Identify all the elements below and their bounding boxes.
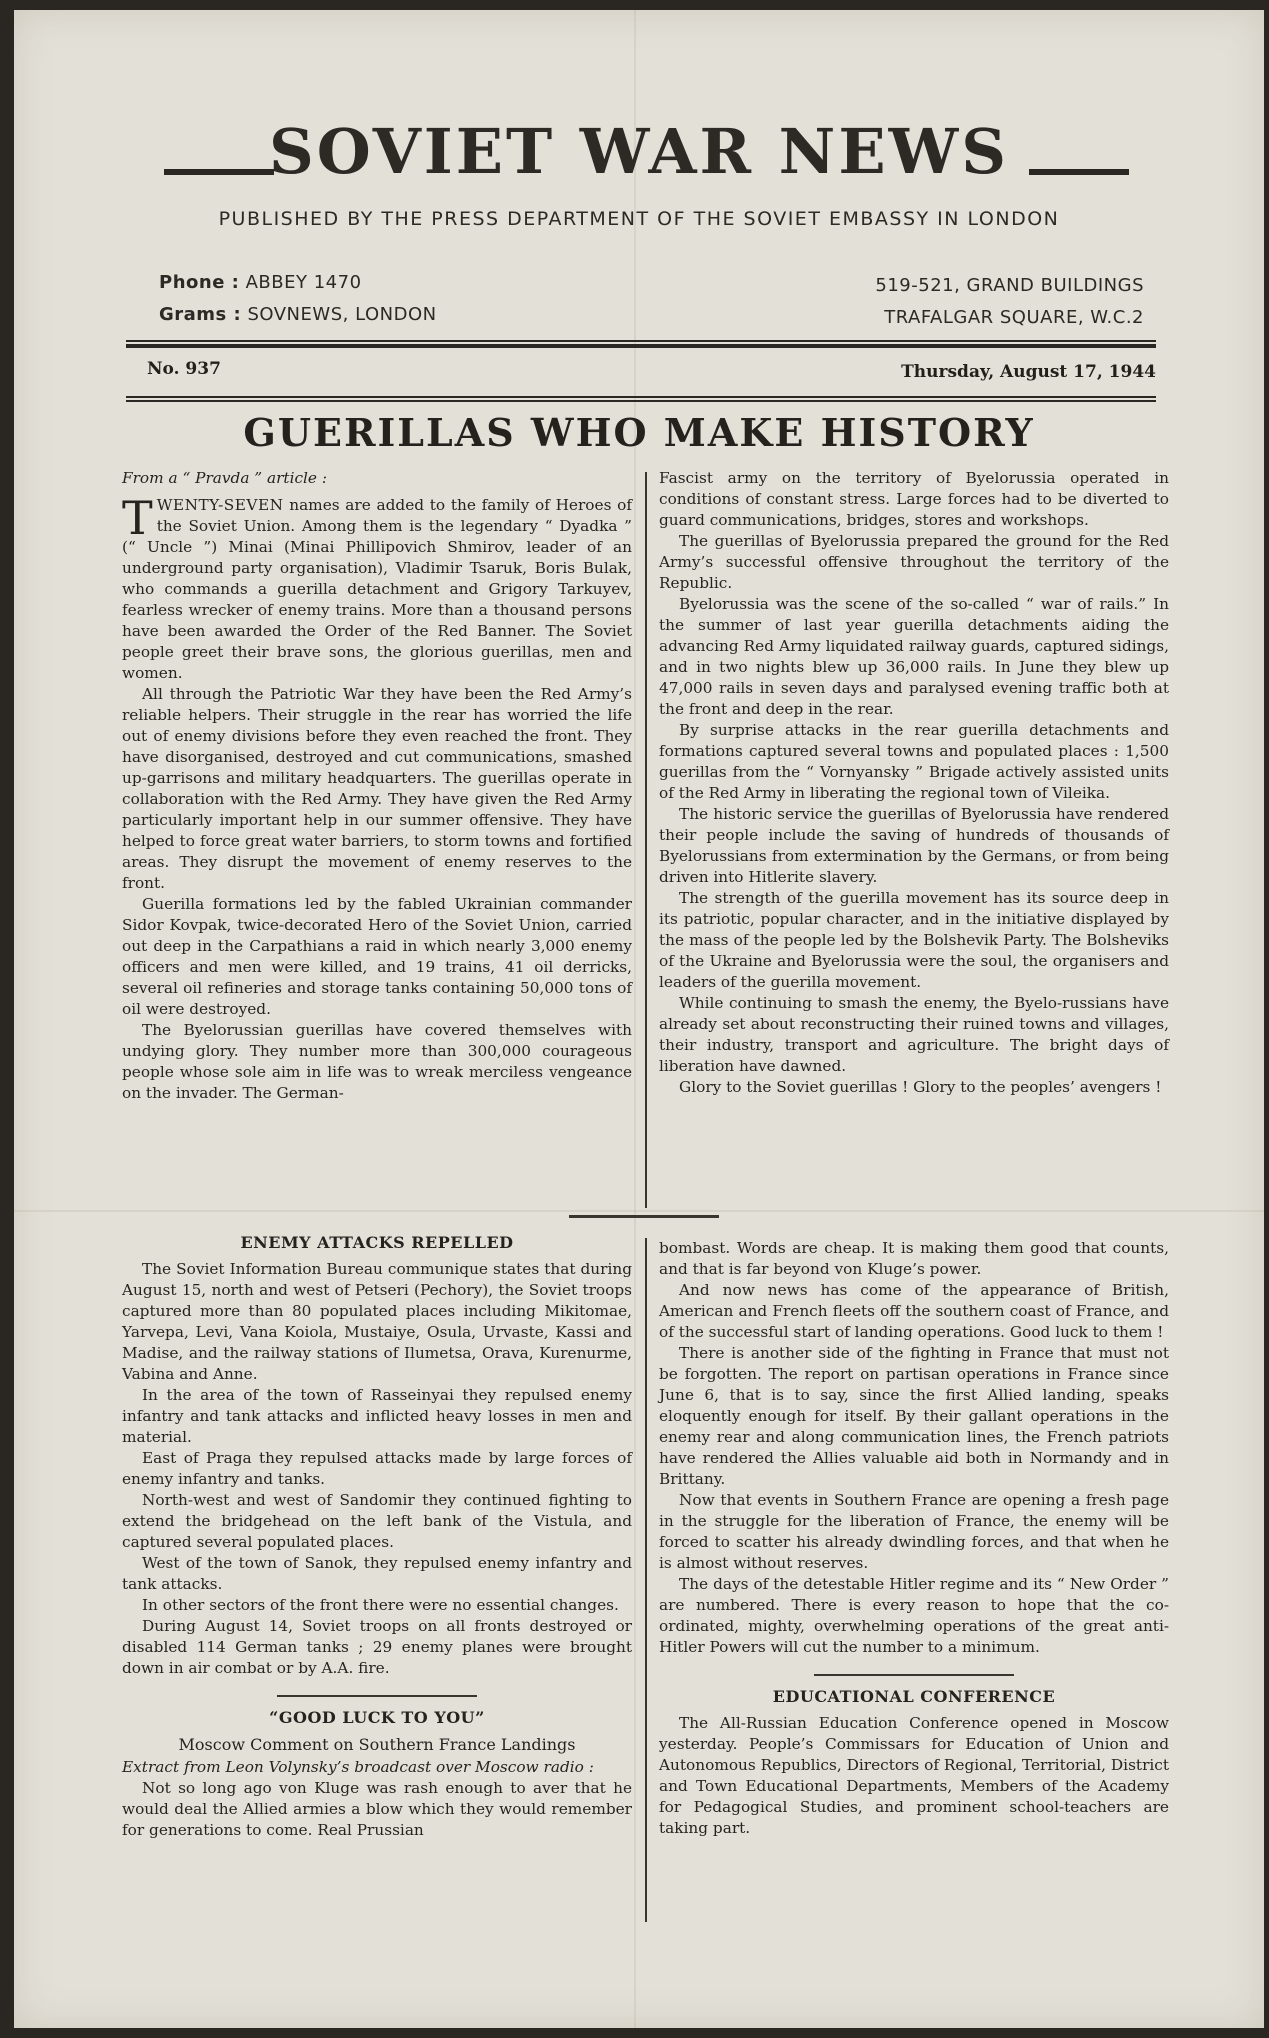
lead-paragraph-5: Fascist army on the territory of Byelorussia operated in conditions of constant stress. Large forces had to be diverted to guard communications, bridges, stores and workshops. bbox=[659, 469, 1169, 529]
lead-paragraph-12: Glory to the Soviet guerillas ! Glory to the peoples’ avengers ! bbox=[679, 1078, 1162, 1096]
educational-heading: EDUCATIONAL CONFERENCE bbox=[772, 1687, 1056, 1706]
masthead-rule-thick bbox=[126, 344, 1156, 348]
date-rule-1 bbox=[126, 396, 1156, 398]
lead-article-col-right bbox=[659, 468, 1169, 1098]
lead-paragraph-9: The historic service the guerillas of Byelorussia have rendered their people include the saving of hundreds of thousands of Byelorussians from extermination by the Germans, or from being driven into Hitlerite slavery. bbox=[659, 805, 1169, 886]
masthead bbox=[14, 115, 1264, 205]
lead-paragraph-7: Byelorussia was the scene of the so-called “ war of rails.” In the summer of last year guerilla detachments aiding the advancing Red Army liquidated railway guards, captured sidings, and in two nights blew up 36,000 rails. In June they blew up 47,000 rails in seven days and paralysed evening traffic both at the front and deep in the rear. bbox=[659, 595, 1169, 718]
phone-label: Phone : bbox=[159, 272, 240, 293]
good-luck-paragraph-4: There is another side of the fighting in France that must not be forgotten. The report on partisan operations in France since June 6, that is to say, since the first Allied landing, speaks eloquently enough for itself. By their gallant operations in the enemy rear and along communication lines, the French patriots have rendered the Allies valuable aid both in Normandy and in Brittany. bbox=[659, 1344, 1169, 1488]
lead-paragraph-8: By surprise attacks in the rear guerilla detachments and formations captured several towns and populated places : 1,500 guerillas from the “ Vornyansky ” Brigade actively assisted units of the Red Army in liberating the regional town of Vileika. bbox=[659, 721, 1169, 802]
lead-paragraph-11: While continuing to smash the enemy, the Byelo-russians have already set about reconstructing their ruined towns and villages, their industry, transport and agriculture. The bright days of liberation have dawned. bbox=[659, 994, 1169, 1075]
column-divider-top bbox=[645, 472, 647, 1208]
address-line-2: TRAFALGAR SQUARE, W.C.2 bbox=[884, 307, 1144, 328]
lead-headline: GUERILLAS WHO MAKE HISTORY bbox=[243, 410, 1035, 455]
lead-paragraph-2: All through the Patriotic War they have been the Red Army’s reliable helpers. Their struggle in the rear has worried the life out of enemy divisions before they even reached the front. They have disorganised, destroyed and cut communications, smashed up-garrisons and military headquarters. The guerillas operate in collaboration with the Red Army. They have given the Red Army particularly important help in our summer offensive. They have helped to force great water barriers, to storm towns and fortified areas. They disrupt the movement of enemy reserves to the front. bbox=[122, 685, 632, 892]
date-rule-2 bbox=[126, 400, 1156, 402]
grams-value: SOVNEWS, LONDON bbox=[247, 304, 437, 325]
phone-line bbox=[159, 272, 362, 293]
publisher-line: PUBLISHED BY THE PRESS DEPARTMENT OF THE SOVIET EMBASSY IN LONDON bbox=[218, 208, 1060, 230]
phone-value: ABBEY 1470 bbox=[245, 272, 362, 293]
good-luck-source: Extract from Leon Volynsky’s broadcast over Moscow radio : bbox=[122, 1758, 594, 1776]
newspaper-title: SOVIET WAR NEWS bbox=[269, 115, 1009, 188]
fold-crease-vertical bbox=[634, 10, 636, 2028]
enemy-attacks-paragraph-7: During August 14, Soviet troops on all fronts destroyed or disabled 114 German tanks ; 29 enemy planes were brought down in air combat or by A.A. fire. bbox=[122, 1617, 632, 1677]
good-luck-paragraph-5: Now that events in Southern France are opening a fresh page in the struggle for the liberation of France, the enemy will be forced to scatter his already dwindling forces, and that when he is almost without reserves. bbox=[659, 1491, 1169, 1572]
lead-paragraph-6: The guerillas of Byelorussia prepared the ground for the Red Army’s successful offensive throughout the territory of the Republic. bbox=[659, 532, 1169, 592]
good-luck-rule bbox=[277, 1695, 477, 1697]
column-divider-bottom bbox=[645, 1238, 647, 1922]
section-rule-center bbox=[569, 1215, 719, 1218]
lead-p1-caps: WENTY-SEVEN bbox=[156, 496, 284, 514]
enemy-attacks-paragraph-3: East of Praga they repulsed attacks made by large forces of enemy infantry and tanks. bbox=[122, 1449, 632, 1488]
address-line-1: 519-521, GRAND BUILDINGS bbox=[875, 275, 1144, 296]
good-luck-paragraph-3: And now news has come of the appearance of British, American and French fleets off the southern coast of France, and of the successful start of landing operations. Good luck to them ! bbox=[659, 1281, 1169, 1341]
grams-label: Grams : bbox=[159, 304, 242, 325]
enemy-attacks-paragraph-1: The Soviet Information Bureau communique states that during August 15, north and west of Petseri (Pechory), the Soviet troops captured more than 80 populated places including Mikitomae, Yarvepa, Levi, Vana Koiola, Mustaiye, Osula, Urvaste, Kassi and Madise, and the railway stations of Ilumetsa, Orava, Kurenurme, Vabina and Anne. bbox=[122, 1260, 632, 1383]
good-luck-paragraph-6: The days of the detestable Hitler regime and its “ New Order ” are numbered. There is every reason to hope that the co-ordinated, mighty, overwhelming operations of the great anti-Hitler Powers will cut the number to a minimum. bbox=[659, 1575, 1169, 1656]
fold-crease-horizontal bbox=[14, 1210, 1264, 1212]
lower-col-left bbox=[122, 1232, 632, 1841]
lead-article-col-left bbox=[122, 468, 632, 1104]
newspaper-page bbox=[14, 10, 1264, 2028]
good-luck-paragraph-2: bombast. Words are cheap. It is making them good that counts, and that is far beyond von Kluge’s power. bbox=[659, 1239, 1169, 1278]
good-luck-heading: “GOOD LUCK TO YOU” bbox=[269, 1708, 485, 1727]
lead-p1-text: names are added to the family of Heroes of the Soviet Union. Among them is the legendary “ Dyadka ” (“ Uncle ”) Minai (Minai Phillipovich Shmirov, leader of an underground party organisation), Vladimir Tsaruk, Boris Bulak, who commands a guerilla detachment and Grigory Tarkuyev, fearless wrecker of enemy trains. More than a thousand persons have been awarded the Order of the Red Banner. The Soviet people greet their brave sons, the glorious guerillas, men and women. bbox=[122, 496, 632, 682]
good-luck-paragraph-1: Not so long ago von Kluge was rash enough to aver that he would deal the Allied armies a blow which they would remember for generations to come. Real Prussian bbox=[122, 1779, 632, 1839]
enemy-attacks-heading: ENEMY ATTACKS REPELLED bbox=[240, 1233, 514, 1252]
drop-cap: T bbox=[122, 491, 153, 545]
enemy-attacks-paragraph-5: West of the town of Sanok, they repulsed enemy infantry and tank attacks. bbox=[122, 1554, 632, 1593]
grams-line bbox=[159, 304, 437, 325]
lead-paragraph-4: The Byelorussian guerillas have covered themselves with undying glory. They number more than 300,000 courageous people whose sole aim in life was to wreak merciless vengeance on the invader. The German- bbox=[122, 1021, 632, 1102]
lead-paragraph-1 bbox=[122, 491, 632, 684]
good-luck-subheading: Moscow Comment on Southern France Landings bbox=[178, 1735, 576, 1754]
enemy-attacks-paragraph-4: North-west and west of Sandomir they continued fighting to extend the bridgehead on the left bank of the Vistula, and captured several populated places. bbox=[122, 1491, 632, 1551]
educational-rule bbox=[814, 1674, 1014, 1676]
educational-paragraph-1: The All-Russian Education Conference opened in Moscow yesterday. People’s Commissars for Education of Union and Autonomous Republics, Directors of Regional, Territorial, District and Town Educational Departments, Members of the Academy for Pedagogical Studies, and prominent school-teachers are taking part. bbox=[659, 1714, 1169, 1837]
masthead-rule-thin bbox=[126, 340, 1156, 342]
issue-number: No. 937 bbox=[147, 359, 221, 379]
masthead-dash-right bbox=[1029, 169, 1129, 175]
lead-paragraph-3: Guerilla formations led by the fabled Ukrainian commander Sidor Kovpak, twice-decorated Hero of the Soviet Union, carried out deep in the Carpathians a raid in which nearly 3,000 enemy officers and men were killed, and 19 trains, 41 oil derricks, several oil refineries and storage tanks containing 50,000 tons of oil were destroyed. bbox=[122, 895, 632, 1018]
enemy-attacks-paragraph-2: In the area of the town of Rasseinyai they repulsed enemy infantry and tank attacks and inflicted heavy losses in men and material. bbox=[122, 1386, 632, 1446]
lead-paragraph-10: The strength of the guerilla movement has its source deep in its patriotic, popular character, and in the initiative displayed by the mass of the people led by the Bolshevik Party. The Bolsheviks of the Ukraine and Byelorussia were the soul, the organisers and leaders of the guerilla movement. bbox=[659, 889, 1169, 991]
enemy-attacks-paragraph-6: In other sectors of the front there were no essential changes. bbox=[142, 1596, 619, 1614]
issue-date: Thursday, August 17, 1944 bbox=[901, 362, 1156, 382]
lower-col-right bbox=[659, 1238, 1169, 1839]
lead-byline: From a “ Pravda ” article : bbox=[122, 469, 327, 487]
